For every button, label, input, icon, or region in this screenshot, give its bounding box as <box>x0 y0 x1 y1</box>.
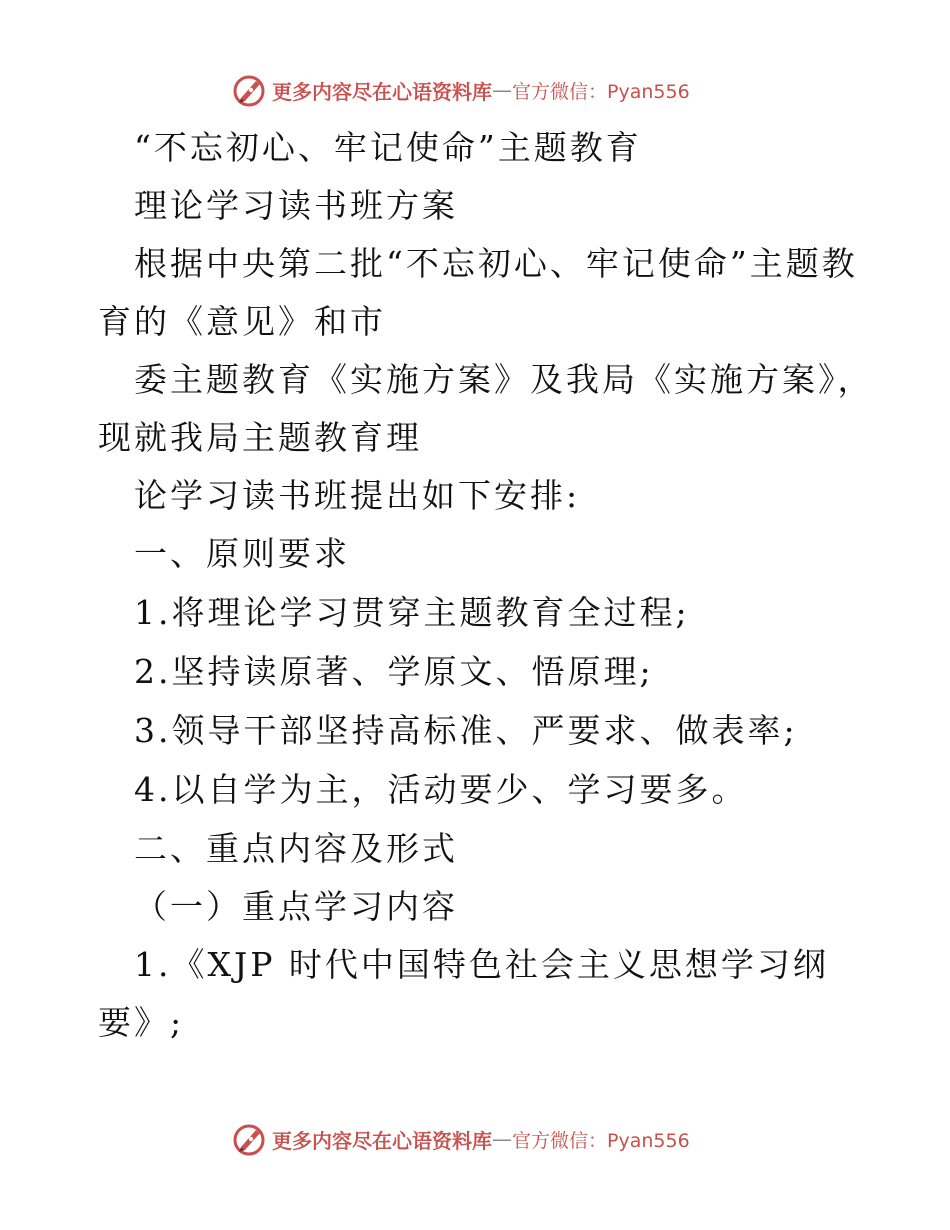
watermark-main-text: 更多内容尽在心语资料库 <box>272 79 492 104</box>
footer-watermark <box>232 1119 690 1159</box>
document-title-line-1: “不忘初心、牢记使命”主题教育 <box>134 128 642 167</box>
intro-paragraph-line-2: 育的《意见》和市 <box>98 302 386 341</box>
principle-item: 4.以自学为主，活动要少、学习要多。 <box>134 770 748 809</box>
pen-logo-icon <box>232 1121 268 1157</box>
content-item-line-2: 要》; <box>98 1003 185 1042</box>
section-heading-principles: 一、原则要求 <box>134 534 350 573</box>
document-title-line-2: 理论学习读书班方案 <box>134 186 458 225</box>
watermark-dash: — <box>492 1127 512 1151</box>
subsection-heading-study-content: （一）重点学习内容 <box>134 887 458 926</box>
watermark-wechat-text: 官方微信：Pyan556 <box>512 80 690 103</box>
principle-item: 2.坚持读原著、学原文、悟原理; <box>134 652 654 691</box>
content-item-line-1: 1.《XJP 时代中国特色社会主义思想学习纲 <box>134 945 829 984</box>
watermark-dash: — <box>492 78 512 102</box>
watermark-wechat-text: 官方微信：Pyan556 <box>512 1129 690 1152</box>
principle-item: 1.将理论学习贯穿主题教育全过程; <box>134 593 690 632</box>
header-watermark <box>232 70 690 110</box>
section-heading-content: 二、重点内容及形式 <box>134 829 458 868</box>
intro-paragraph-line-4: 现就我局主题教育理 <box>98 418 422 457</box>
principle-item: 3.领导干部坚持高标准、严要求、做表率; <box>134 711 798 750</box>
watermark-main-text: 更多内容尽在心语资料库 <box>272 1128 492 1153</box>
intro-paragraph-line-3: 委主题教育《实施方案》及我局《实施方案》， <box>134 360 874 399</box>
pen-logo-icon <box>232 72 268 108</box>
intro-paragraph-line-5: 论学习读书班提出如下安排: <box>134 476 581 515</box>
intro-paragraph-line-1: 根据中央第二批“不忘初心、牢记使命”主题教 <box>134 244 858 283</box>
